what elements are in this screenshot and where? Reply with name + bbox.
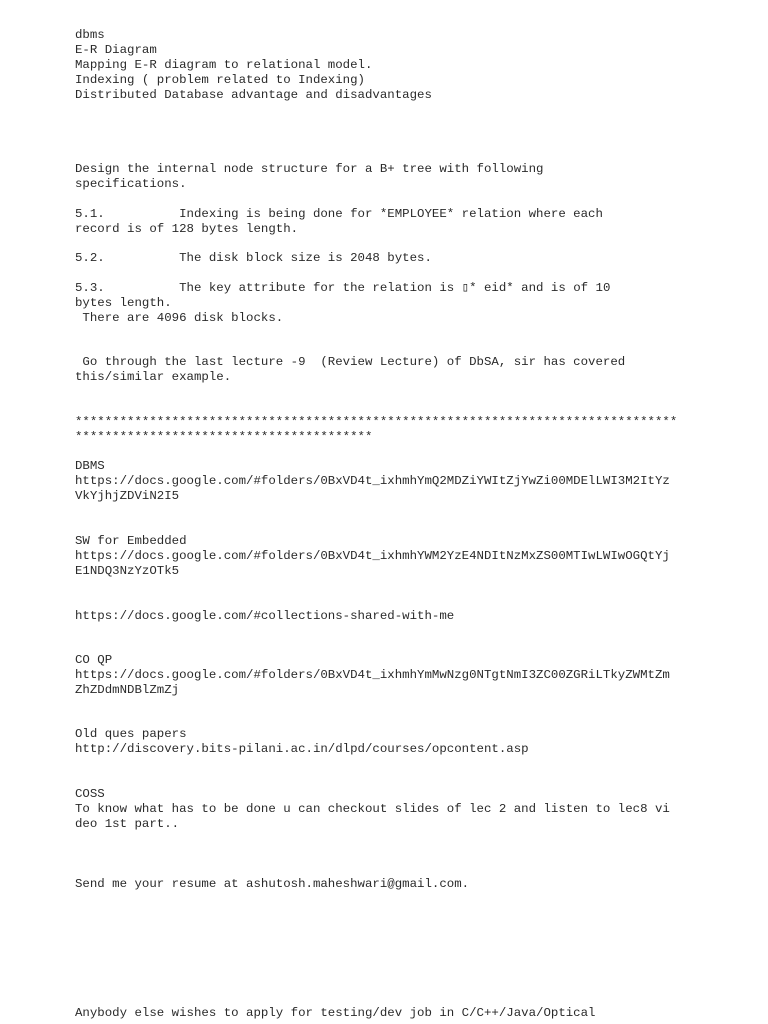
resume-note: Send me your resume at ashutosh.maheshwari@gmail.com. <box>75 877 470 891</box>
sw-embedded-url-line-2: E1NDQ3NzYzOTk5 <box>75 564 180 578</box>
shared-with-me-url: https://docs.google.com/#collections-shared-with-me <box>75 609 455 623</box>
co-qp-url-line-1: https://docs.google.com/#folders/0BxVD4t_ixhmhYmMwNzg0NTgtNmI3ZC00ZGRiLTkyZWMtZm <box>75 668 670 682</box>
coss-line-1: To know what has to be done u can checkout slides of lec 2 and listen to lec8 vi <box>75 802 670 816</box>
lecture-note-line-1: Go through the last lecture -9 (Review Lecture) of DbSA, sir has covered <box>75 355 626 369</box>
topic-mapping: Mapping E-R diagram to relational model. <box>75 58 373 72</box>
spec-5-1-line-1: 5.1. Indexing is being done for *EMPLOYEE* relation where each <box>75 207 603 221</box>
job-apply-note: Anybody else wishes to apply for testing/dev job in C/C++/Java/Optical <box>75 1006 596 1020</box>
old-papers-url: http://discovery.bits-pilani.ac.in/dlpd/courses/opcontent.asp <box>75 742 529 756</box>
spec-5-1-line-2: record is of 128 bytes length. <box>75 222 299 236</box>
dbms-url-line-2: VkYjhjZDViN2I5 <box>75 489 180 503</box>
topic-er-diagram: E-R Diagram <box>75 43 157 57</box>
question-intro-line-2: specifications. <box>75 177 187 191</box>
lecture-note-line-2: this/similar example. <box>75 370 232 384</box>
disk-blocks-note: There are 4096 disk blocks. <box>75 311 284 325</box>
question-intro-line-1: Design the internal node structure for a B+ tree with following <box>75 162 544 176</box>
coss-line-2: deo 1st part.. <box>75 817 180 831</box>
topic-distributed-db: Distributed Database advantage and disadvantages <box>75 88 432 102</box>
old-papers-title: Old ques papers <box>75 727 187 741</box>
co-qp-title: CO QP <box>75 653 113 667</box>
topic-dbms: dbms <box>75 28 105 42</box>
topic-indexing: Indexing ( problem related to Indexing) <box>75 73 365 87</box>
dbms-url-line-1: https://docs.google.com/#folders/0BxVD4t_ixhmhYmQ2MDZiYWItZjYwZi00MDElLWI3M2ItYz <box>75 474 670 488</box>
co-qp-url-line-2: ZhZDdmNDBlZmZj <box>75 683 180 697</box>
coss-title: COSS <box>75 787 105 801</box>
spec-5-3-line-2: bytes length. <box>75 296 172 310</box>
sw-embedded-title: SW for Embedded <box>75 534 187 548</box>
separator-line-1: ********************************************************************************* <box>75 415 678 429</box>
spec-5-3-line-1: 5.3. The key attribute for the relation is ▯* eid* and is of 10 <box>75 281 611 295</box>
dbms-title: DBMS <box>75 459 105 473</box>
spec-5-2: 5.2. The disk block size is 2048 bytes. <box>75 251 432 265</box>
sw-embedded-url-line-1: https://docs.google.com/#folders/0BxVD4t_ixhmhYWM2YzE4NDItNzMxZS00MTIwLWIwOGQtYj <box>75 549 670 563</box>
separator-line-2: **************************************** <box>75 430 373 444</box>
